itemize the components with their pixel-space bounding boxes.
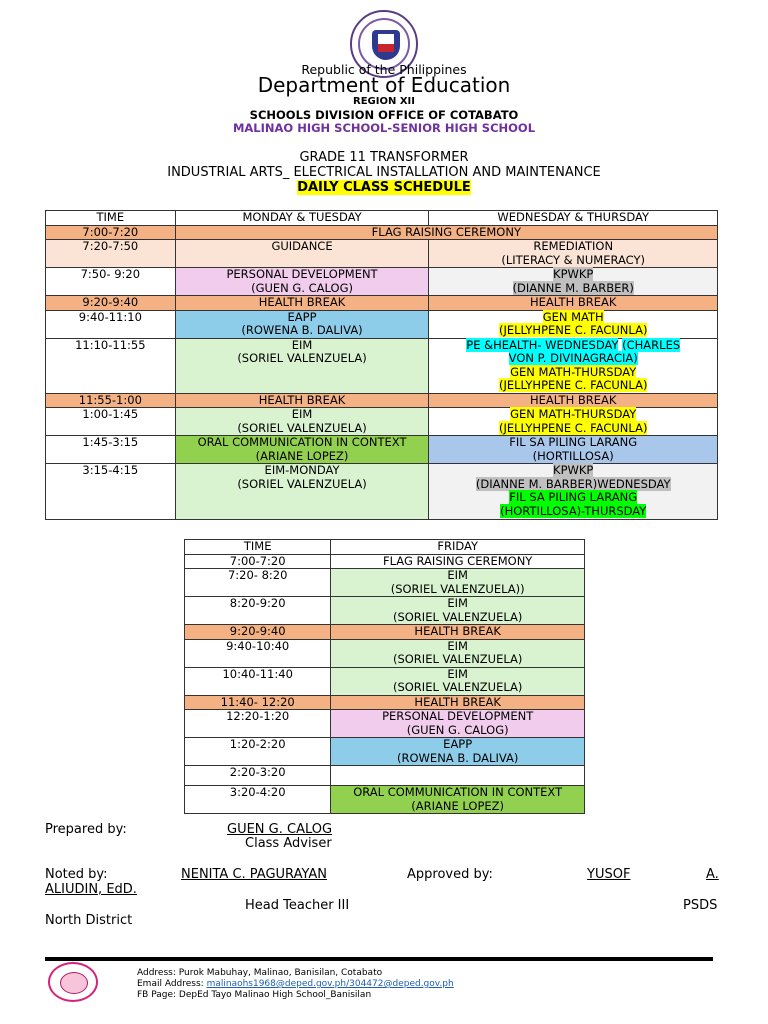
time-cell: 1:00-1:45 <box>46 408 176 436</box>
table-row <box>185 625 585 640</box>
schedule-table-friday <box>184 539 585 814</box>
table-row <box>46 408 718 436</box>
time-cell: 7:50- 9:20 <box>46 268 176 296</box>
subject-cell: EIM-MONDAY (SORIEL VALENZUELA) <box>175 464 429 520</box>
subject-cell: EIM (SORIEL VALENZUELA)) <box>331 569 585 597</box>
table-header-row <box>46 211 718 226</box>
noted-by-title: Head Teacher III <box>245 898 350 913</box>
title-schedule-wrap <box>0 180 768 195</box>
subject-cell: FIL SA PILING LARANG (HORTILLOSA) <box>429 436 718 464</box>
time-cell: 9:40-11:10 <box>46 310 176 338</box>
health-break-cell: HEALTH BREAK <box>429 393 718 408</box>
subject-cell: ORAL COMMUNICATION IN CONTEXT (ARIANE LOPEZ) <box>175 436 429 464</box>
header-wed-thu: WEDNESDAY & THURSDAY <box>429 211 718 226</box>
header-region: REGION XII <box>353 96 415 107</box>
school-logo-icon <box>48 962 98 1002</box>
subject-cell: REMEDIATION (LITERACY & NUMERACY) <box>429 240 718 268</box>
header-mon-tue: MONDAY & TUESDAY <box>175 211 429 226</box>
header-time: TIME <box>46 211 176 226</box>
title-grade: GRADE 11 TRANSFORMER <box>299 150 469 165</box>
approved-by-mid: A. <box>706 867 719 882</box>
approved-by-last: ALIUDIN, EdD. <box>45 882 137 897</box>
table-row <box>46 268 718 296</box>
time-cell: 1:45-3:15 <box>46 436 176 464</box>
subject-cell: PE &HEALTH- WEDNESDAY (CHARLES VON P. DIVINAGRACIA) GEN MATH-THURSDAY (JELLYHPENE C. FACUNLA) <box>429 338 718 393</box>
time-cell: 11:55-1:00 <box>46 393 176 408</box>
time-cell: 7:20- 8:20 <box>185 569 331 597</box>
table-row <box>185 597 585 625</box>
time-cell: 7:00-7:20 <box>185 554 331 569</box>
table-row <box>185 738 585 766</box>
subject-cell: KPWKP (DIANNE M. BARBER)WEDNESDAY FIL SA PILING LARANG (HORTILLOSA)-THURSDAY <box>429 464 718 520</box>
header-republic: Republic of the Philippines <box>301 62 467 77</box>
table-row <box>46 464 718 520</box>
header-school: MALINAO HIGH SCHOOL-SENIOR HIGH SCHOOL <box>232 121 536 135</box>
subject-cell: PERSONAL DEVELOPMENT (GUEN G. CALOG) <box>175 268 429 296</box>
time-cell: 11:40- 12:20 <box>185 695 331 710</box>
table-row <box>185 569 585 597</box>
time-cell: 8:20-9:20 <box>185 597 331 625</box>
approved-by-district: North District <box>45 913 133 928</box>
footer-divider <box>45 957 713 961</box>
time-cell: 7:00-7:20 <box>46 225 176 240</box>
approved-by-label: Approved by: <box>407 867 493 882</box>
subject-cell: PERSONAL DEVELOPMENT (GUEN G. CALOG) <box>331 710 585 738</box>
table-row <box>185 786 585 814</box>
subject-cell: FLAG RAISING CEREMONY <box>331 554 585 569</box>
subject-cell: EIM (SORIEL VALENZUELA) <box>331 639 585 667</box>
subject-cell: GEN MATH-THURSDAY (JELLYHPENE C. FACUNLA) <box>429 408 718 436</box>
prepared-by-label: Prepared by: <box>45 822 127 837</box>
email-link-2[interactable]: /304472@deped.gov.ph <box>346 979 454 989</box>
health-break-cell: HEALTH BREAK <box>331 695 585 710</box>
table-row <box>46 393 718 408</box>
time-cell: 10:40-11:40 <box>185 667 331 695</box>
title-schedule: DAILY CLASS SCHEDULE <box>297 180 471 195</box>
subject-cell: EAPP (ROWENA B. DALIVA) <box>331 738 585 766</box>
table-row <box>185 554 585 569</box>
time-cell: 7:20-7:50 <box>46 240 176 268</box>
health-break-cell: HEALTH BREAK <box>429 296 718 311</box>
subject-cell: GUIDANCE <box>175 240 429 268</box>
footer-fb: FB Page: DepEd Tayo Malinao High School_Banisilan <box>137 990 372 1000</box>
subject-cell <box>331 766 585 786</box>
title-track: INDUSTRIAL ARTS_ ELECTRICAL INSTALLATION AND MAINTENANCE <box>167 165 601 180</box>
subject-cell: EIM (SORIEL VALENZUELA) <box>175 408 429 436</box>
table-row <box>185 639 585 667</box>
time-cell: 9:40-10:40 <box>185 639 331 667</box>
prepared-by-title: Class Adviser <box>245 836 332 851</box>
time-cell: 2:20-3:20 <box>185 766 331 786</box>
header-time: TIME <box>185 540 331 555</box>
table-row <box>185 766 585 786</box>
health-break-cell: HEALTH BREAK <box>175 393 429 408</box>
time-cell: 11:10-11:55 <box>46 338 176 393</box>
time-cell: 9:20-9:40 <box>185 625 331 640</box>
table-row <box>46 310 718 338</box>
subject-cell: EIM (SORIEL VALENZUELA) <box>331 597 585 625</box>
time-cell: 9:20-9:40 <box>46 296 176 311</box>
approved-by-first: YUSOF <box>587 867 631 882</box>
subject-cell: ORAL COMMUNICATION IN CONTEXT (ARIANE LOPEZ) <box>331 786 585 814</box>
table-row <box>185 710 585 738</box>
header-division: SCHOOLS DIVISION OFFICE OF COTABATO <box>249 108 519 122</box>
time-cell: 1:20-2:20 <box>185 738 331 766</box>
subject-cell: KPWKP (DIANNE M. BARBER) <box>429 268 718 296</box>
header-department: Department of Education <box>257 73 511 97</box>
health-break-cell: HEALTH BREAK <box>331 625 585 640</box>
schedule-table-mon-thu <box>45 210 718 520</box>
table-row <box>46 436 718 464</box>
subject-cell: EIM (SORIEL VALENZUELA) <box>331 667 585 695</box>
subject-cell: GEN MATH (JELLYHPENE C. FACUNLA) <box>429 310 718 338</box>
table-header-row <box>185 540 585 555</box>
noted-by-label: Noted by: <box>45 867 108 882</box>
prepared-by-name: GUEN G. CALOG <box>227 822 333 837</box>
approved-by-title: PSDS <box>683 898 718 913</box>
time-cell: 3:20-4:20 <box>185 786 331 814</box>
noted-by-name: NENITA C. PAGURAYAN <box>181 867 327 882</box>
time-cell: 3:15-4:15 <box>46 464 176 520</box>
flag-ceremony-cell: FLAG RAISING CEREMONY <box>175 225 717 240</box>
email-link[interactable]: malinaohs1968@deped.gov.ph <box>206 979 347 989</box>
health-break-cell: HEALTH BREAK <box>175 296 429 311</box>
table-row <box>46 225 718 240</box>
footer-email: Email Address: malinaohs1968@deped.gov.ph/304472@deped.gov.ph <box>137 979 454 989</box>
table-row <box>46 240 718 268</box>
table-row <box>185 667 585 695</box>
subject-cell: EIM (SORIEL VALENZUELA) <box>175 338 429 393</box>
table-row <box>185 695 585 710</box>
time-cell: 12:20-1:20 <box>185 710 331 738</box>
subject-cell: EAPP (ROWENA B. DALIVA) <box>175 310 429 338</box>
header-friday: FRIDAY <box>331 540 585 555</box>
table-row <box>46 338 718 393</box>
table-row <box>46 296 718 311</box>
footer-address: Address: Purok Mabuhay, Malinao, Banisilan, Cotabato <box>137 968 383 978</box>
